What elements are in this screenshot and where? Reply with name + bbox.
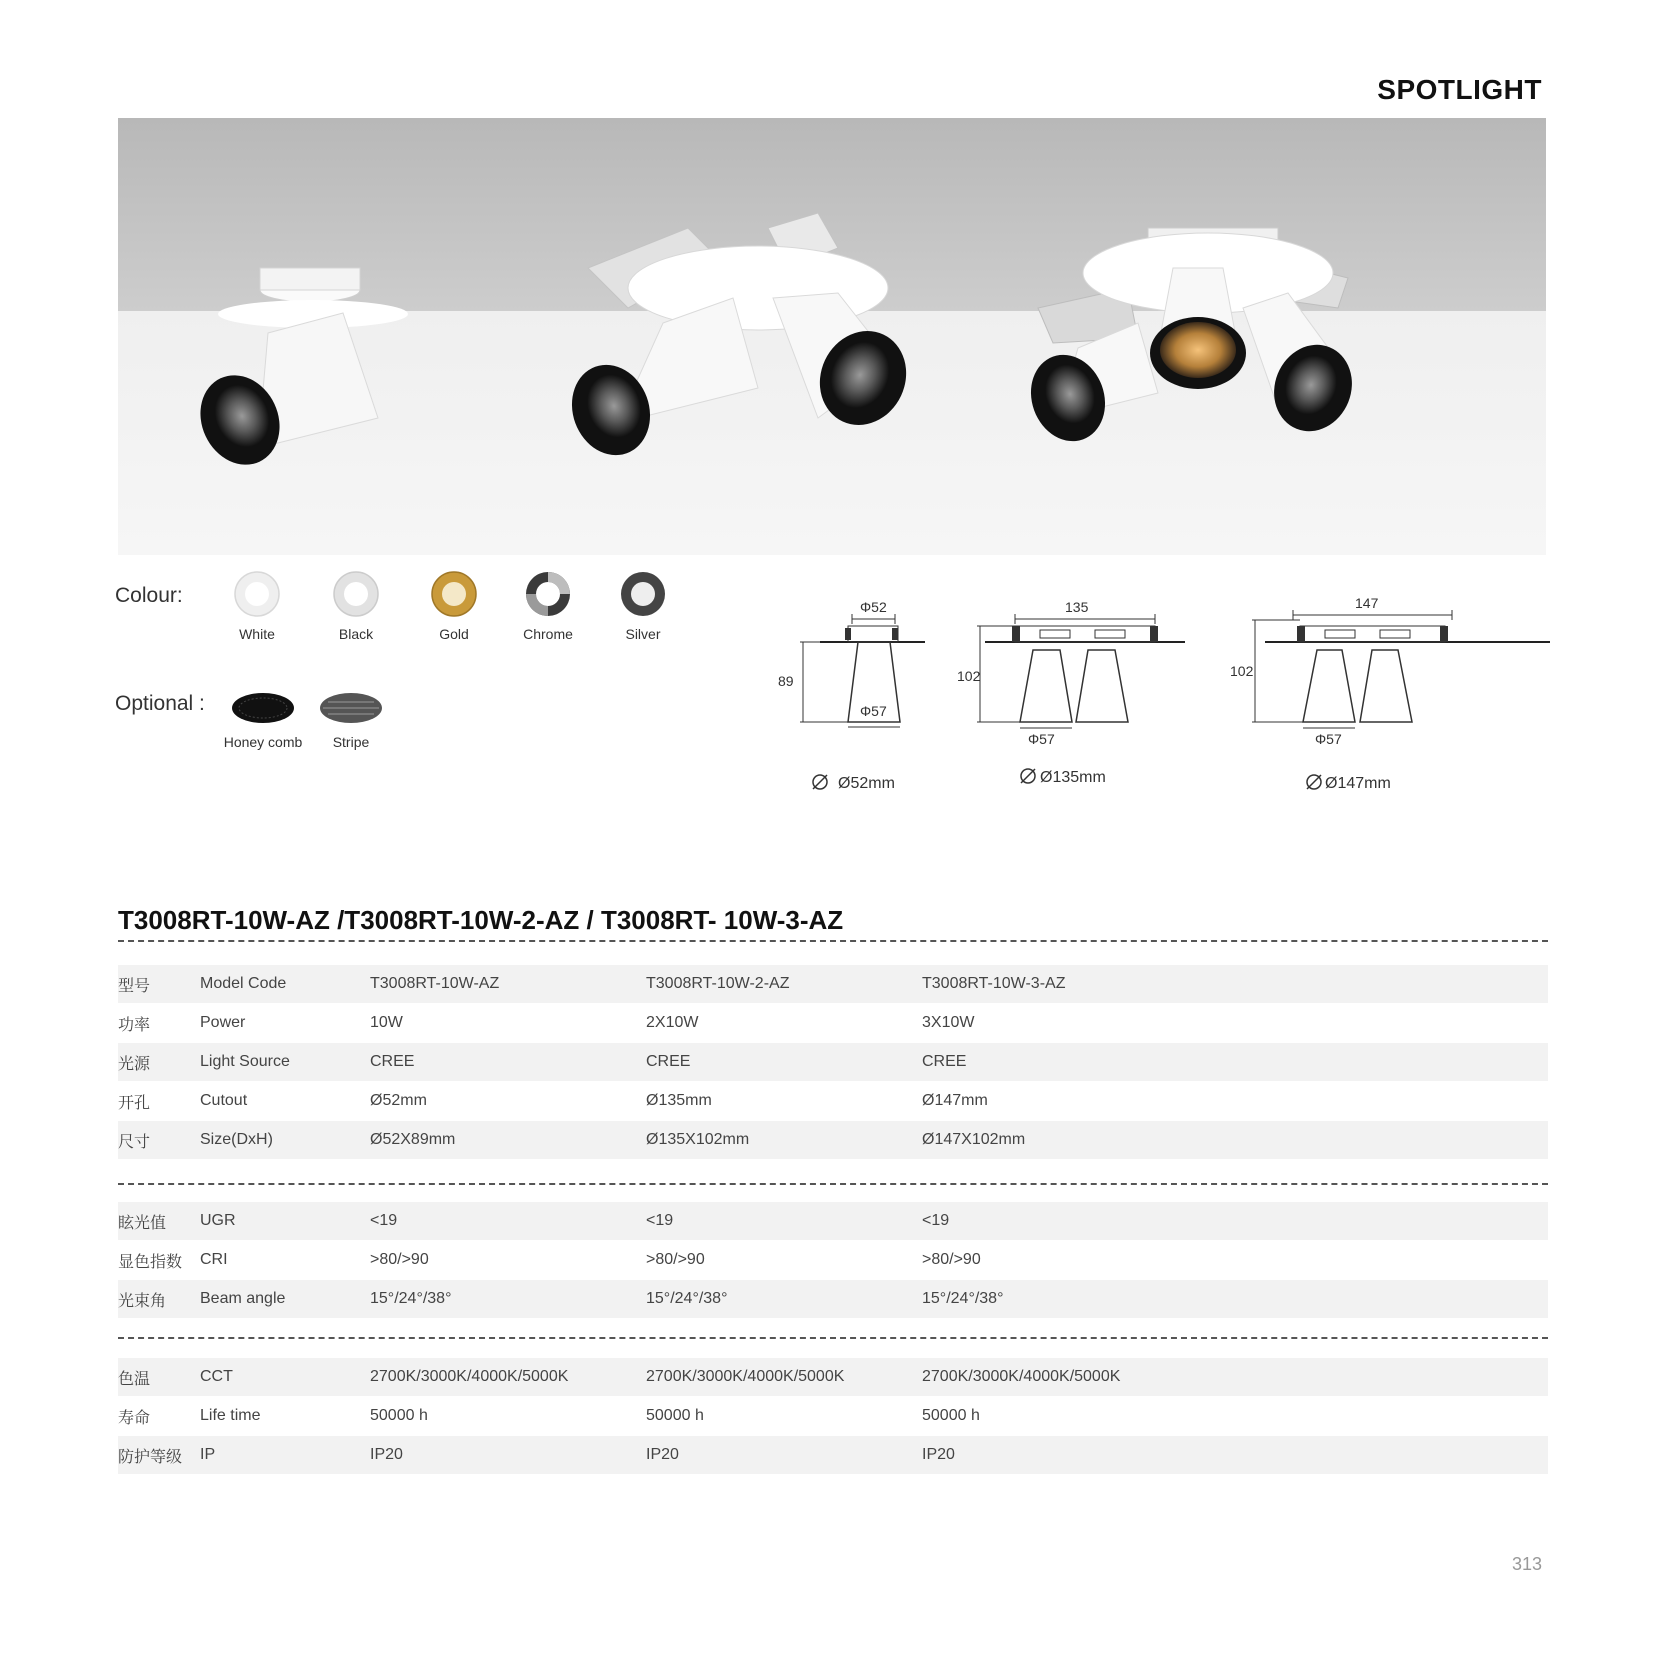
spec-label-cn: 型号 [118, 975, 151, 995]
swatch-silver-icon [619, 570, 667, 618]
spec-value-1: 15°/24°/38° [370, 1290, 452, 1307]
spec-row-beam-angle [118, 1280, 1548, 1318]
spec-group-general [118, 1358, 1548, 1475]
spec-value-3: IP20 [922, 1446, 955, 1463]
honeycomb-icon [230, 690, 296, 726]
spec-value-2: CREE [646, 1053, 691, 1070]
spec-label-en: Cutout [200, 1092, 248, 1109]
cutout-icon [1021, 769, 1035, 783]
spec-row-power [118, 1004, 1548, 1042]
spec-label-cn: 眩光值 [118, 1212, 167, 1232]
spec-value-1: CREE [370, 1053, 415, 1070]
section-title: SPOTLIGHT [1377, 74, 1542, 105]
spec-label-en: CRI [200, 1251, 228, 1268]
spec-value-2: 2X10W [646, 1014, 699, 1031]
spec-value-3: CREE [922, 1053, 967, 1070]
spec-group-basic [118, 965, 1548, 1160]
product-hero-image [118, 118, 1546, 555]
spec-label-cn: 开孔 [118, 1092, 151, 1112]
colour-label: Colour: [115, 584, 183, 607]
spec-row-model-code [118, 965, 1548, 1003]
spec-label-en: Size(DxH) [200, 1131, 273, 1148]
spec-value-3: >80/>90 [922, 1251, 981, 1268]
spec-value-1: 2700K/3000K/4000K/5000K [370, 1368, 569, 1385]
drawing-top-dim: Φ52 [860, 599, 887, 615]
drawing-top-dim: 135 [1065, 599, 1089, 615]
drawing-double [957, 599, 1185, 786]
drawing-triple [1230, 595, 1550, 792]
optional-label-item: Stripe [332, 734, 370, 750]
spec-value-3: Ø147mm [922, 1092, 988, 1109]
drawing-side-dim: 102 [1230, 663, 1254, 679]
drawing-bottom-dim: Φ57 [1315, 731, 1342, 747]
spec-value-2: 50000 h [646, 1407, 704, 1424]
spec-row-light-source [118, 1043, 1548, 1081]
page-number: 313 [1511, 1554, 1542, 1574]
cutout-icon [1307, 775, 1321, 789]
spec-value-2: 15°/24°/38° [646, 1290, 728, 1307]
spec-label-cn: 色温 [118, 1368, 151, 1388]
spec-row-life-time [118, 1397, 1548, 1435]
spec-value-3: T3008RT-10W-3-AZ [922, 975, 1066, 992]
swatch-label: Silver [625, 626, 661, 642]
spec-label-en: CCT [200, 1368, 233, 1385]
swatch-black-icon [332, 570, 380, 618]
spec-label-en: Model Code [200, 975, 287, 992]
spec-value-1: IP20 [370, 1446, 403, 1463]
spec-label-cn: 光束角 [118, 1290, 167, 1310]
optional-stripe [291, 690, 411, 750]
spec-value-2: T3008RT-10W-2-AZ [646, 975, 790, 992]
swatch-gold-icon [430, 570, 478, 618]
spec-value-2: Ø135X102mm [646, 1131, 750, 1148]
spec-label-en: Beam angle [200, 1290, 286, 1307]
spec-value-3: Ø147X102mm [922, 1131, 1026, 1148]
spec-row-size [118, 1121, 1548, 1159]
spec-value-2: IP20 [646, 1446, 679, 1463]
spec-label-cn: 寿命 [118, 1407, 151, 1427]
swatch-label: Chrome [523, 626, 573, 642]
drawing-side-dim: 89 [778, 673, 794, 689]
swatch-white-icon [233, 570, 281, 618]
stripe-icon [318, 690, 384, 726]
divider [118, 1337, 1548, 1339]
spec-value-2: 2700K/3000K/4000K/5000K [646, 1368, 845, 1385]
spec-value-1: 10W [370, 1014, 403, 1031]
spec-label-en: IP [200, 1446, 216, 1463]
swatch-chrome-icon [524, 570, 572, 618]
technical-drawings [778, 590, 1550, 820]
spec-value-2: >80/>90 [646, 1251, 705, 1268]
spec-value-1: Ø52X89mm [370, 1131, 456, 1148]
spec-value-3: <19 [922, 1212, 950, 1229]
spec-value-3: 2700K/3000K/4000K/5000K [922, 1368, 1121, 1385]
product-title: T3008RT-10W-AZ /T3008RT-10W-2-AZ / T3008RT- 10W-3-AZ [118, 905, 844, 935]
spec-row-cri [118, 1241, 1548, 1279]
divider [118, 940, 1548, 942]
spec-label-en: Light Source [200, 1053, 290, 1070]
drawing-bottom-dim: Φ57 [1028, 731, 1055, 747]
spec-label-cn: 防护等级 [118, 1446, 183, 1466]
spec-value-2: Ø135mm [646, 1092, 712, 1109]
spec-label-cn: 尺寸 [118, 1131, 151, 1151]
spec-label-cn: 光源 [118, 1053, 151, 1073]
spec-value-3: 3X10W [922, 1014, 975, 1031]
drawing-cutout-label: Ø52mm [838, 775, 895, 792]
spec-label-en: Power [200, 1014, 246, 1031]
spec-value-1: Ø52mm [370, 1092, 427, 1109]
swatch-label: Gold [439, 626, 469, 642]
optional-label: Optional : [115, 692, 205, 715]
optional-label-item: Honey comb [223, 734, 303, 750]
spec-row-ip [118, 1436, 1548, 1474]
drawing-cutout-label: Ø147mm [1325, 775, 1391, 792]
spec-value-2: <19 [646, 1212, 674, 1229]
spec-label-en: Life time [200, 1407, 261, 1424]
swatch-label: White [239, 626, 275, 642]
cutout-icon [813, 775, 827, 789]
spec-value-3: 50000 h [922, 1407, 980, 1424]
drawing-top-dim: 147 [1355, 595, 1379, 611]
drawing-side-dim: 102 [957, 668, 981, 684]
drawing-single [778, 599, 925, 792]
spec-value-1: 50000 h [370, 1407, 428, 1424]
drawing-cutout-label: Ø135mm [1040, 769, 1106, 786]
swatch-label: Black [338, 626, 374, 642]
drawing-bottom-dim: Φ57 [860, 703, 887, 719]
spec-value-1: >80/>90 [370, 1251, 429, 1268]
spec-value-1: T3008RT-10W-AZ [370, 975, 500, 992]
spec-row-cct [118, 1358, 1548, 1396]
spec-row-ugr [118, 1202, 1548, 1240]
spec-label-cn: 功率 [118, 1014, 151, 1034]
spec-label-cn: 显色指数 [118, 1251, 183, 1271]
spec-value-1: <19 [370, 1212, 398, 1229]
spec-row-cutout [118, 1082, 1548, 1120]
colour-swatch-silver [583, 570, 703, 642]
spec-value-3: 15°/24°/38° [922, 1290, 1004, 1307]
spec-group-optics [118, 1202, 1548, 1319]
spec-label-en: UGR [200, 1212, 236, 1229]
divider [118, 1183, 1548, 1185]
